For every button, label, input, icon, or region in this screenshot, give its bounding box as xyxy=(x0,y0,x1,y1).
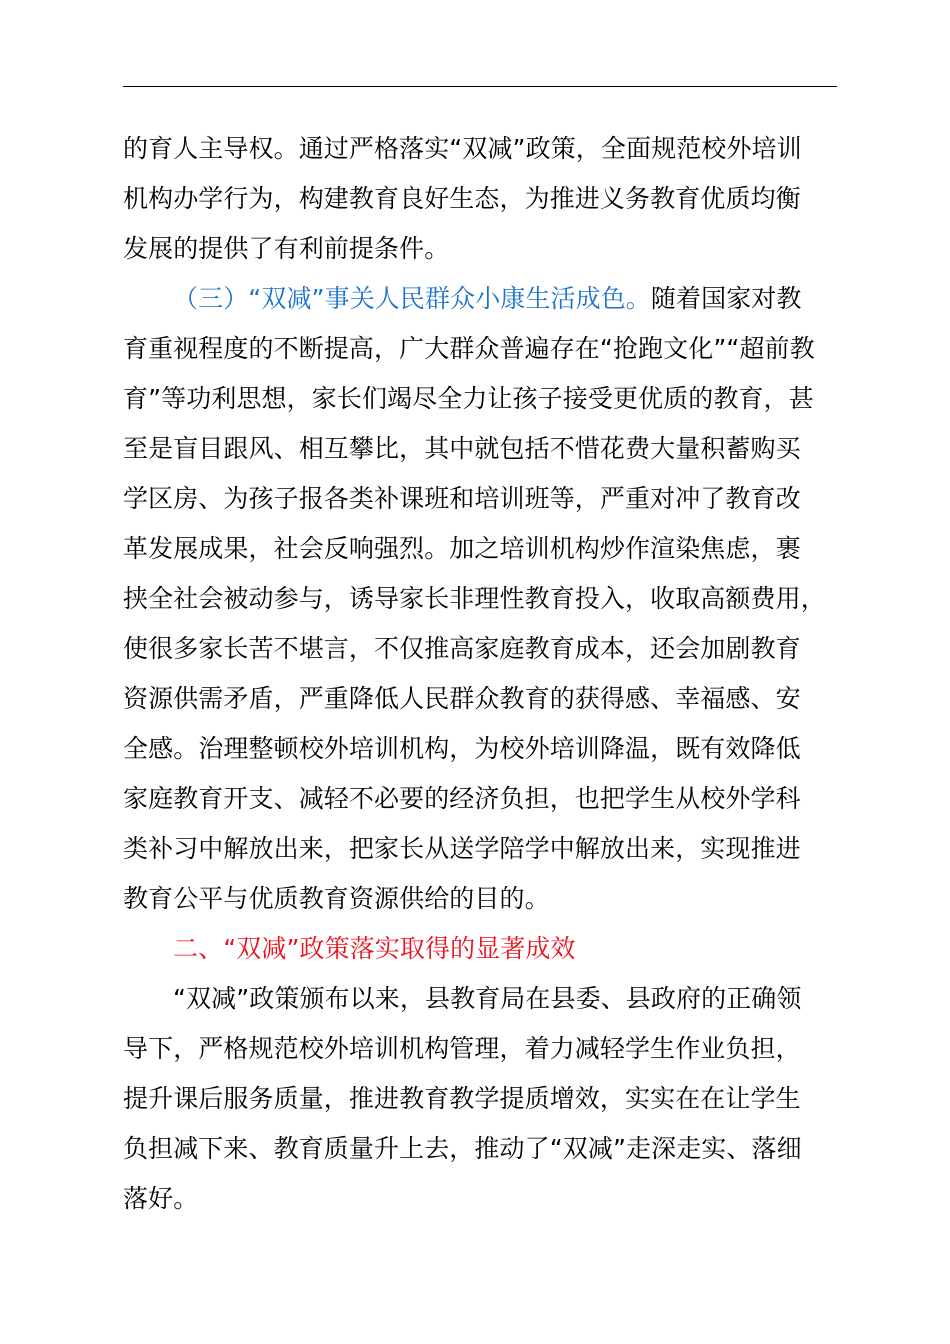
text-line: 落好。 xyxy=(123,1184,199,1213)
header-rule xyxy=(123,86,837,87)
text-line: 机构办学行为，构建教育良好生态，为推进义务教育优质均衡 xyxy=(123,184,801,213)
section-heading-paragraph xyxy=(123,924,839,974)
text-line: “双减”政策颁布以来，县教育局在县委、县政府的正确领 xyxy=(173,984,802,1013)
text-line: 育”等功利思想，家长们竭尽全力让孩子接受更优质的教育，甚 xyxy=(123,384,814,413)
text-line: 提升课后服务质量，推进教育教学提质增效，实实在在让学生 xyxy=(123,1084,801,1113)
text-line: 全感。治理整顿校外培训机构，为校外培训降温，既有效降低 xyxy=(123,734,801,763)
text-line: 类补习中解放出来，把家长从送学陪学中解放出来，实现推进 xyxy=(123,834,801,863)
text-line: 育重视程度的不断提高，广大群众普遍存在“抢跑文化”“超前教 xyxy=(123,334,815,363)
text-line: 负担减下来、教育质量升上去，推动了“双减”走深走实、落细 xyxy=(123,1134,802,1163)
text-line: 的育人主导权。通过严格落实“双减”政策，全面规范校外培训 xyxy=(123,134,802,163)
section-heading: 二、“双减”政策落实取得的显著成效 xyxy=(173,934,576,963)
text-line: 家庭教育开支、减轻不必要的经济负担，也把学生从校外学科 xyxy=(123,784,801,813)
text-line: 使很多家长苦不堪言，不仅推高家庭教育成本，还会加剧教育 xyxy=(123,634,801,663)
document-body xyxy=(123,124,839,1224)
text-line: 学区房、为孩子报各类补课班和培训班等，严重对冲了教育改 xyxy=(123,484,801,513)
subheading-continuation: 随着国家对教 xyxy=(650,284,802,313)
text-line: 至是盲目跟风、相互攀比，其中就包括不惜花费大量积蓄购买 xyxy=(123,434,801,463)
text-line: 发展的提供了有利前提条件。 xyxy=(123,234,450,263)
subheading-three: （三）“双减”事关人民群众小康生活成色。 xyxy=(173,284,651,313)
text-line xyxy=(123,274,839,324)
text-line: 挟全社会被动参与，诱导家长非理性教育投入，收取高额费用， xyxy=(123,584,826,613)
paragraph-section-three xyxy=(123,274,839,924)
paragraph-continuation xyxy=(123,124,839,274)
text-line: 革发展成果，社会反响强烈。加之培训机构炒作渲染焦虑，裹 xyxy=(123,534,801,563)
text-line: 资源供需矛盾，严重降低人民群众教育的获得感、幸福感、安 xyxy=(123,684,801,713)
paragraph-results xyxy=(123,974,839,1224)
text-line: 导下，严格规范校外培训机构管理，着力减轻学生作业负担， xyxy=(123,1034,801,1063)
text-line: 教育公平与优质教育资源供给的目的。 xyxy=(123,884,550,913)
